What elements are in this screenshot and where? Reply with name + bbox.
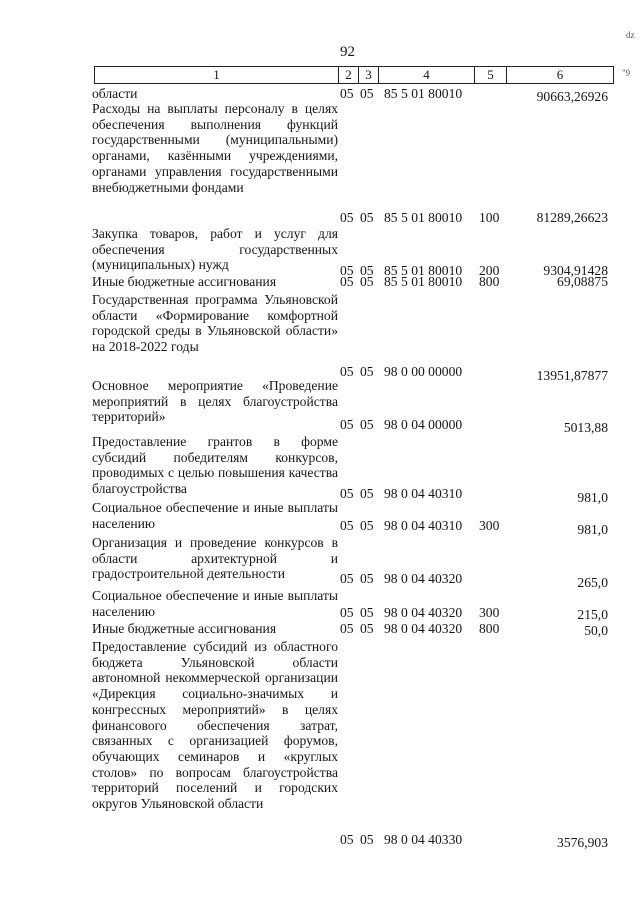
header-col-4: 4 [379, 67, 475, 83]
row-pr: 05 [360, 274, 374, 289]
row-pr: 05 [360, 210, 374, 225]
row-pr: 05 [360, 417, 374, 432]
header-col-3: 3 [359, 67, 379, 83]
header-col-2: 2 [339, 67, 359, 83]
row-sum: 981,0 [577, 490, 608, 505]
row-csr: 85 5 01 80010 [384, 274, 463, 289]
row-rz: 05 [340, 263, 354, 278]
row-pr: 05 [360, 364, 374, 379]
row-description: Социальное обеспечение и иные выплаты населению [92, 588, 338, 619]
row-rz: 05 [340, 210, 354, 225]
row-rz: 05 [340, 364, 354, 379]
row-csr: 85 5 01 80010 [384, 263, 463, 278]
row-pr: 05 [360, 605, 374, 620]
row-sum: 981,0 [577, 522, 608, 537]
row-sum: 13951,87877 [536, 368, 608, 383]
row-description: Закупка товаров, работ и услуг для обеспечения государственных (муниципальных) нужд [92, 226, 338, 273]
row-sum: 265,0 [577, 575, 608, 590]
row-description: Государственная программа Ульяновской области «Формирование комфортной городской среды в Ульяновской области» на 2018-2022 годы [92, 292, 338, 355]
header-col-5: 5 [475, 67, 507, 83]
row-rz: 05 [340, 621, 354, 636]
row-description: Основное мероприятие «Проведение мероприятий в целях благоустройства территорий» [92, 378, 338, 425]
row-csr: 98 0 04 40320 [384, 621, 463, 636]
row-description: Предоставление субсидий из областного бюджета Ульяновской области автономной некоммерческой организации «Дирекция социально-значимых и конгрессных мероприятий» в целях финансового обеспечения затрат, связанных с организацией форумов, обучающих семинаров и «круглых столов» по вопросам благоустройства территорий поселений и городских округов Ульяновской области [92, 639, 338, 812]
row-rz: 05 [340, 86, 354, 101]
row-description: области [92, 86, 138, 101]
row-vr: 800 [479, 621, 500, 636]
row-csr: 98 0 04 40320 [384, 571, 463, 586]
row-rz: 05 [340, 605, 354, 620]
page-number: 92 [340, 44, 355, 60]
row-csr: 98 0 04 40320 [384, 605, 463, 620]
row-pr: 05 [360, 518, 374, 533]
row-description: Организация и проведение конкурсов в области архитектурной и градостроительной деятельности [92, 535, 338, 582]
row-description: Расходы на выплаты персоналу в целях обеспечения выполнения функций государственными (муниципальными) органами, казёнными учреждениями, органами управления государственными внебюджетными фондами [92, 101, 338, 195]
row-sum: 50,0 [584, 623, 608, 638]
row-rz: 05 [340, 518, 354, 533]
row-sum: 90663,26926 [536, 89, 608, 104]
corner-mark: ǳ [626, 30, 635, 40]
row-csr: 98 0 04 00000 [384, 417, 463, 432]
row-vr: 200 [479, 263, 500, 278]
row-csr: 85 5 01 80010 [384, 86, 463, 101]
row-pr: 05 [360, 86, 374, 101]
header-col-1: 1 [95, 67, 339, 83]
row-rz: 05 [340, 417, 354, 432]
row-pr: 05 [360, 486, 374, 501]
row-rz: 05 [340, 832, 354, 847]
row-sum: 81289,26623 [536, 210, 608, 225]
row-vr: 100 [479, 210, 500, 225]
row-sum: 215,0 [577, 607, 608, 622]
row-vr: 300 [479, 605, 500, 620]
row-sum: 3576,903 [557, 835, 608, 850]
corner-mark: "9 [622, 68, 631, 78]
row-csr: 85 5 01 80010 [384, 210, 463, 225]
row-description: Предоставление грантов в форме субсидий победителям конкурсов, проводимых с целью повышения качества благоустройства [92, 434, 338, 497]
row-pr: 05 [360, 621, 374, 636]
row-vr: 800 [479, 274, 500, 289]
row-csr: 98 0 04 40330 [384, 832, 463, 847]
row-rz: 05 [340, 486, 354, 501]
table-header [94, 66, 614, 84]
row-vr: 300 [479, 518, 500, 533]
row-rz: 05 [340, 274, 354, 289]
row-csr: 98 0 00 00000 [384, 364, 463, 379]
row-description: Иные бюджетные ассигнования [92, 621, 277, 636]
row-description: Иные бюджетные ассигнования [92, 274, 277, 289]
row-csr: 98 0 04 40310 [384, 518, 463, 533]
row-pr: 05 [360, 571, 374, 586]
row-description: Социальное обеспечение и иные выплаты населению [92, 500, 338, 531]
row-sum: 9304,91428 [543, 263, 608, 278]
row-csr: 98 0 04 40310 [384, 486, 463, 501]
row-pr: 05 [360, 832, 374, 847]
row-pr: 05 [360, 263, 374, 278]
row-sum: 69,08875 [557, 274, 608, 289]
row-sum: 5013,88 [563, 420, 608, 435]
header-col-6: 6 [556, 67, 564, 82]
row-rz: 05 [340, 571, 354, 586]
